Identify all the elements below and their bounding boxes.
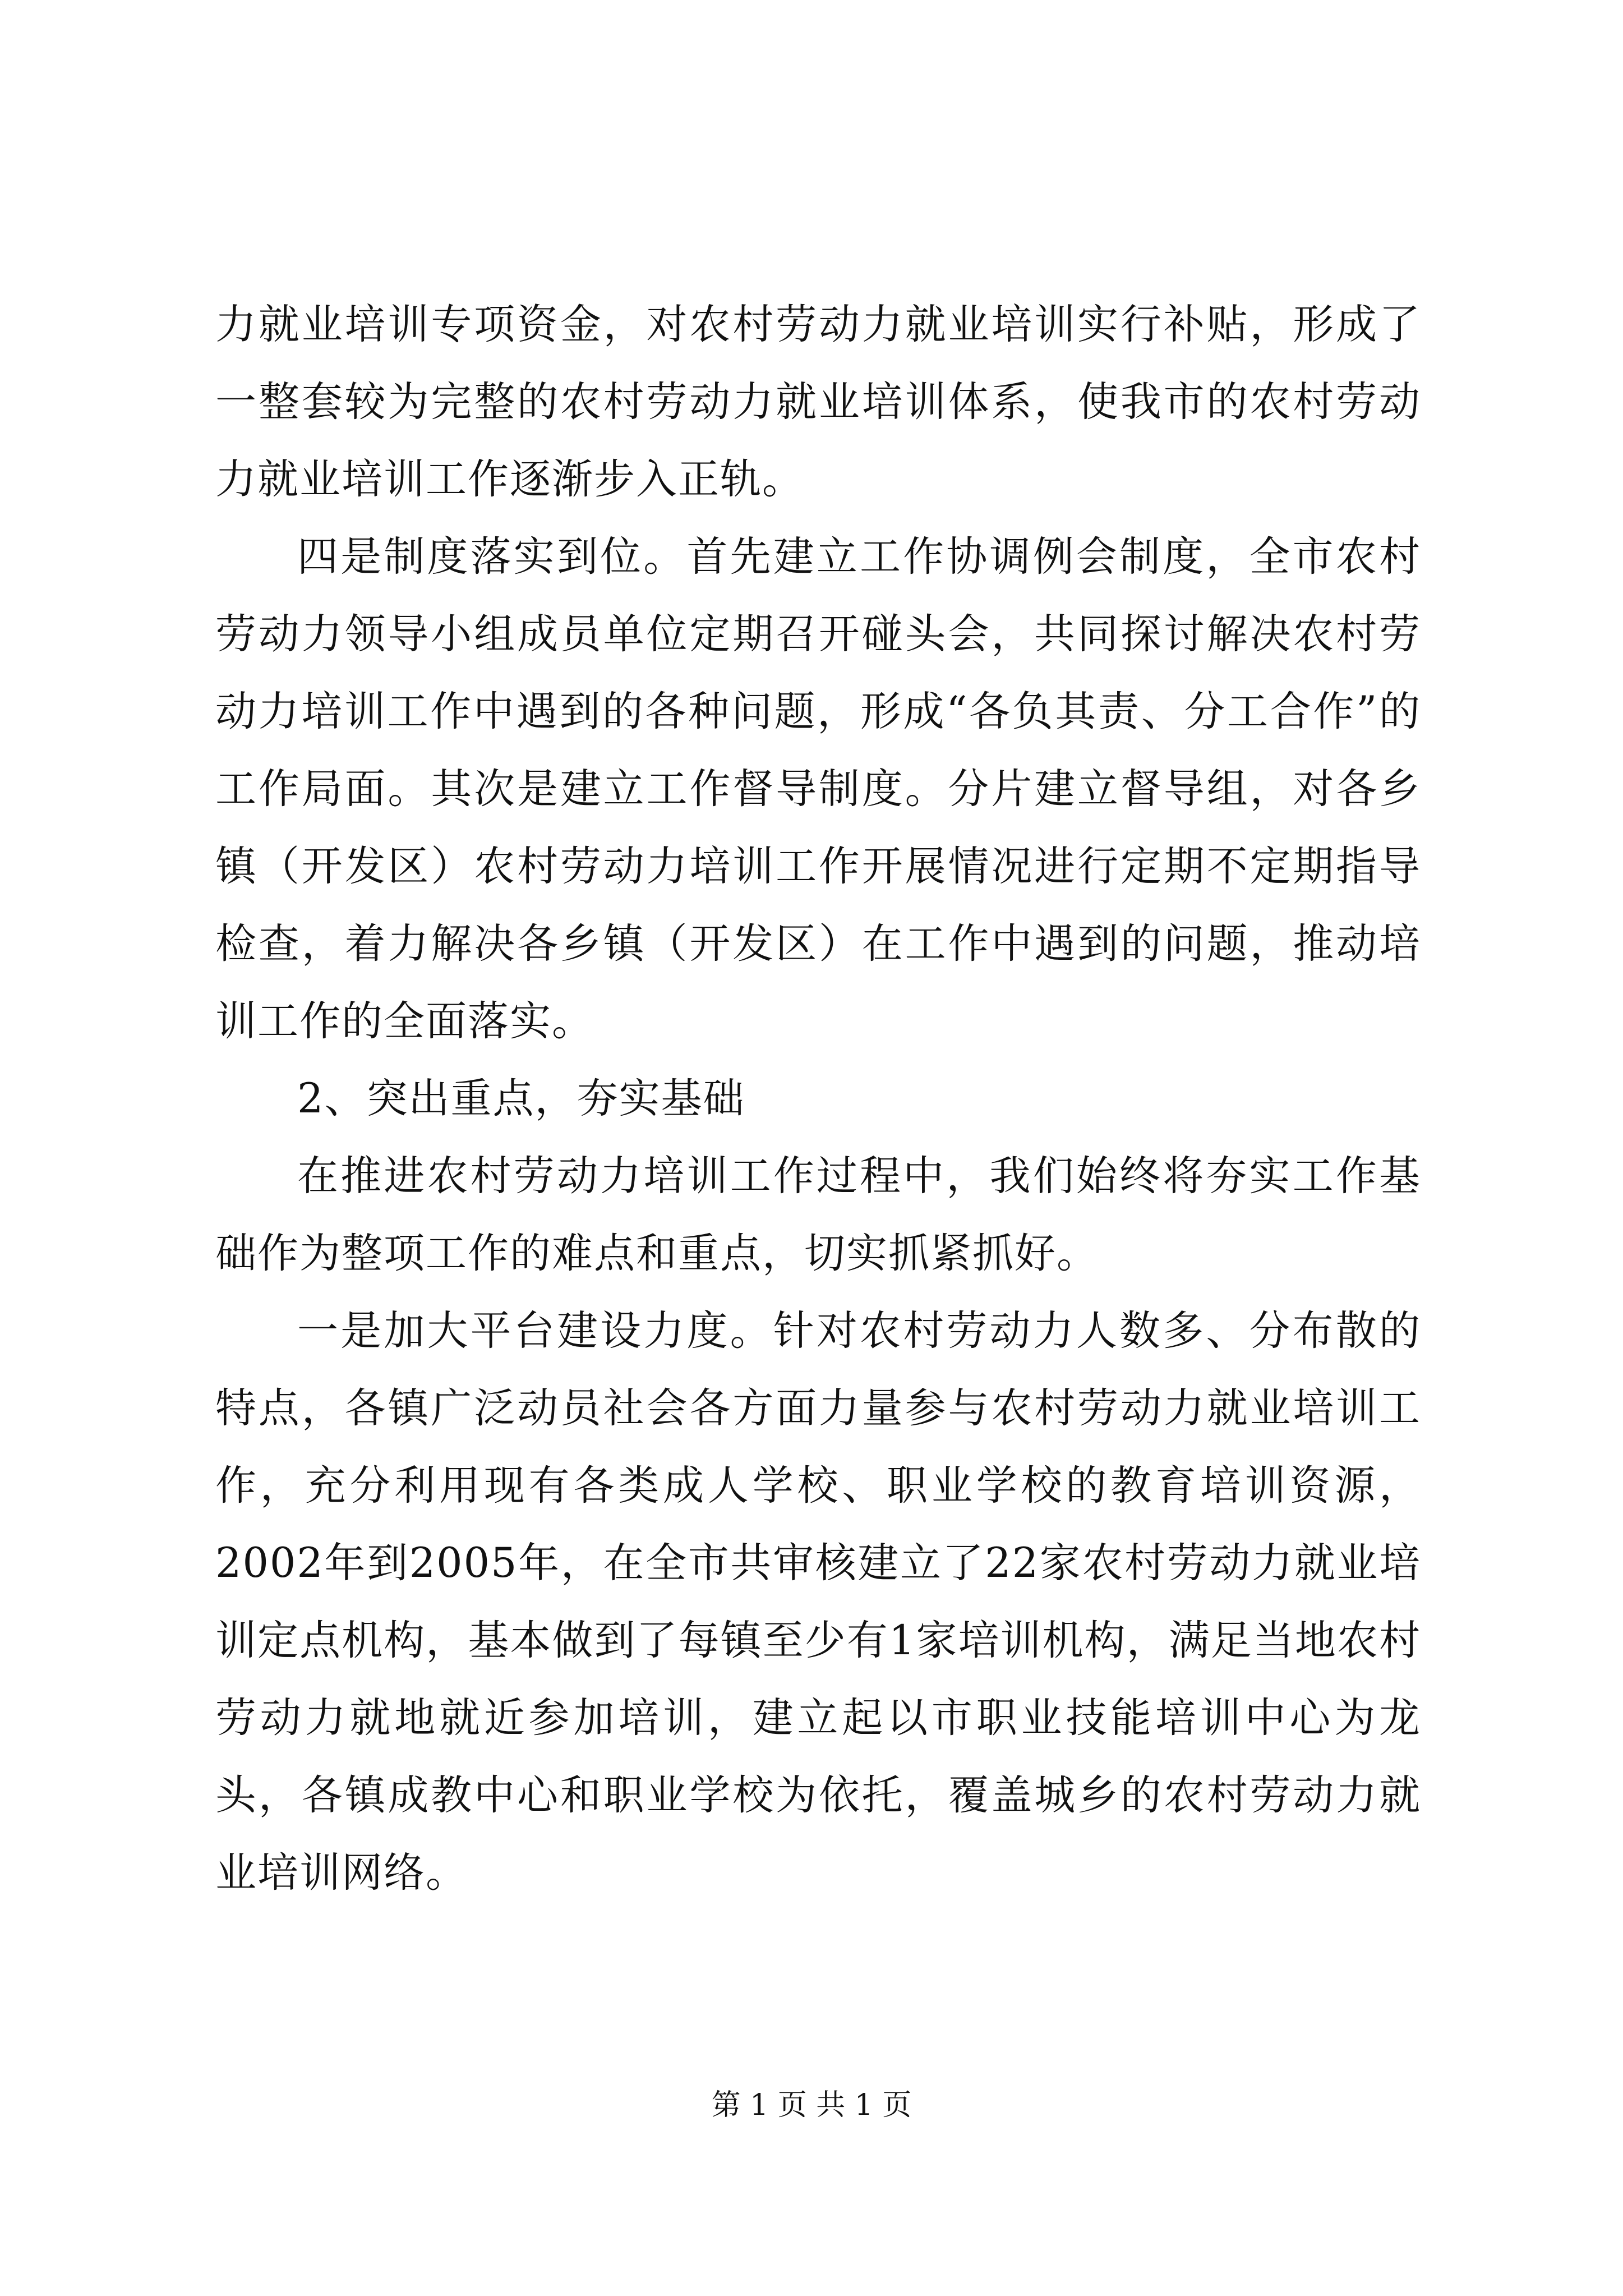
page-footer: 第 1 页 共 1 页 — [711, 2088, 912, 2122]
document-body — [215, 286, 1421, 1912]
paragraph-3: 在推进农村劳动力培训工作过程中，我们始终将夯实工作基础作为整项工作的难点和重点，切实抓紧抓好。 — [215, 1152, 1421, 1277]
paragraph-2: 四是制度落实到位。首先建立工作协调例会制度，全市农村劳动力领导小组成员单位定期召开碰头会，共同探讨解决农村劳动力培训工作中遇到的各种问题，形成“各负其责、分工合作”的工作局面。其次是建立工作督导制度。分片建立督导组，对各乡镇（开发区）农村劳动力培训工作开展情况进行定期不定期指导检查，着力解决各乡镇（开发区）在工作中遇到的问题，推动培训工作的全面落实。 — [215, 533, 1421, 1045]
section-heading: 2、突出重点，夯实基础 — [297, 1075, 745, 1122]
paragraph-4: 一是加大平台建设力度。针对农村劳动力人数多、分布散的特点，各镇广泛动员社会各方面力量参与农村劳动力就业培训工作，充分利用现有各类成人学校、职业学校的教育培训资源，2002年到2005年，在全市共审核建立了22家农村劳动力就业培训定点机构，基本做到了每镇至少有1家培训机构，满足当地农村劳动力就地就近参加培训，建立起以市职业技能培训中心为龙头，各镇成教中心和职业学校为依托，覆盖城乡的农村劳动力就业培训网络。 — [215, 1307, 1421, 1897]
paragraph-1: 力就业培训专项资金，对农村劳动力就业培训实行补贴，形成了一整套较为完整的农村劳动力就业培训体系，使我市的农村劳动力就业培训工作逐渐步入正轨。 — [215, 301, 1421, 503]
